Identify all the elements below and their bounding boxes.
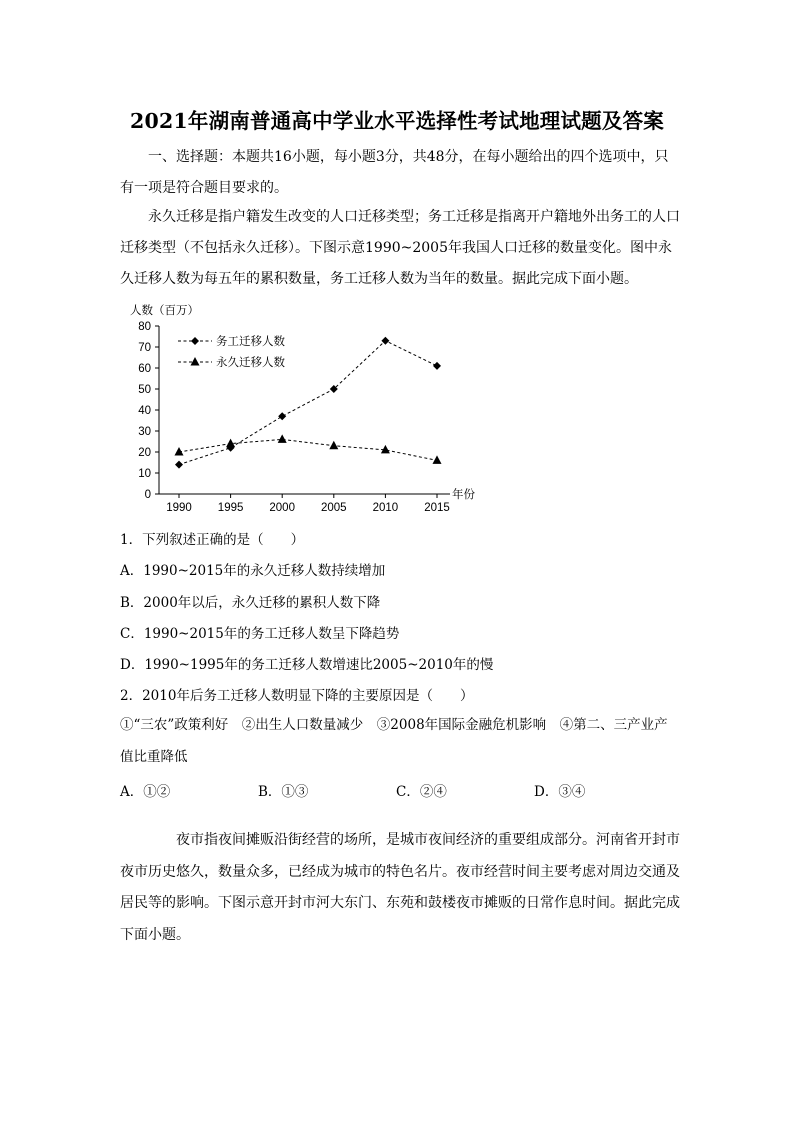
y-tick-label: 50 — [138, 384, 151, 396]
legend-label: 务工迁移人数 — [216, 334, 285, 348]
data-point — [175, 447, 184, 456]
question-2-statements: ①“三农”政策利好 ②出生人口数量减少 ③2008年国际金融危机影响 ④第二、三产业产值比重降低 — [120, 717, 668, 765]
series-line-2 — [179, 439, 437, 460]
series-layer — [175, 337, 442, 469]
data-point — [381, 337, 389, 345]
x-tick-label: 1990 — [166, 502, 192, 514]
question-1-stem: 1．下列叙述正确的是（ ） — [120, 532, 305, 548]
legend-marker — [191, 357, 200, 366]
question-1-option-d[interactable]: D．1990~1995年的务工迁移人数增速比2005~2010年的慢 — [120, 657, 494, 673]
migration-line-chart — [120, 298, 500, 516]
y-tick-label: 0 — [144, 489, 151, 501]
y-tick-label: 60 — [138, 363, 151, 375]
question-2-option-b[interactable]: B．①③ — [258, 784, 309, 800]
data-point — [278, 412, 286, 420]
y-axis-label: 人数（百万） — [130, 305, 199, 317]
y-axis — [138, 321, 159, 501]
x-tick-label: 2005 — [321, 502, 347, 514]
question-1-option-b[interactable]: B．2000年以后，永久迁移的累积人数下降 — [120, 595, 381, 611]
passage-2: 夜市指夜间摊贩沿街经营的场所，是城市夜间经济的重要组成部分。河南省开封市夜市历史悠久，数量众多，已经成为城市的特色名片。夜市经营时间主要考虑对周边交通及居民等的影响。下图示意开封市河大东门、东苑和鼓楼夜市摊贩的日常作息时间。据此完成下面小题。 — [120, 832, 680, 943]
x-tick-label: 2015 — [424, 502, 450, 514]
data-point — [175, 461, 183, 469]
passage-1: 永久迁移是指户籍发生改变的人口迁移类型；务工迁移是指离开户籍地外出务工的人口迁移类型（不包括永久迁移）。下图示意1990~2005年我国人口迁移的数量变化。图中永久迁移人数为每五年的累积数量，务工迁移人数为当年的数量。据此完成下面小题。 — [120, 209, 680, 287]
question-2-option-d[interactable]: D．③④ — [534, 784, 586, 800]
data-point — [329, 441, 338, 450]
legend-marker — [191, 337, 199, 345]
y-tick-label: 10 — [138, 468, 151, 480]
x-tick-label: 2010 — [372, 502, 399, 514]
y-tick-label: 70 — [138, 342, 151, 354]
legend-label: 永久迁移人数 — [216, 355, 285, 369]
x-tick-label: 1995 — [217, 502, 244, 514]
question-1-option-a[interactable]: A．1990~2015年的永久迁移人数持续增加 — [120, 563, 386, 579]
y-tick-label: 20 — [138, 447, 151, 459]
x-axis-label: 年份 — [452, 487, 475, 501]
question-2-stem: 2．2010年后务工迁移人数明显下降的主要原因是（ ） — [120, 688, 474, 704]
question-1-option-c[interactable]: C．1990~2015年的务工迁移人数呈下降趋势 — [120, 626, 400, 642]
document-title: 2021年湖南普通高中学业水平选择性考试地理试题及答案 — [130, 109, 664, 133]
data-point — [278, 434, 287, 443]
y-tick-label: 30 — [138, 426, 151, 438]
y-tick-label: 80 — [138, 321, 151, 333]
x-tick-label: 2000 — [269, 502, 295, 514]
section-intro: 一、选择题：本题共16小题，每小题3分，共48分，在每小题给出的四个选项中，只有一项是符合题目要求的。 — [120, 149, 669, 196]
question-2-option-c[interactable]: C．②④ — [396, 784, 447, 800]
y-tick-label: 40 — [138, 405, 151, 417]
data-point — [433, 362, 441, 370]
data-point — [433, 455, 442, 464]
question-2-option-a[interactable]: A．①② — [120, 784, 171, 800]
legend — [178, 334, 285, 369]
x-axis — [159, 487, 475, 514]
